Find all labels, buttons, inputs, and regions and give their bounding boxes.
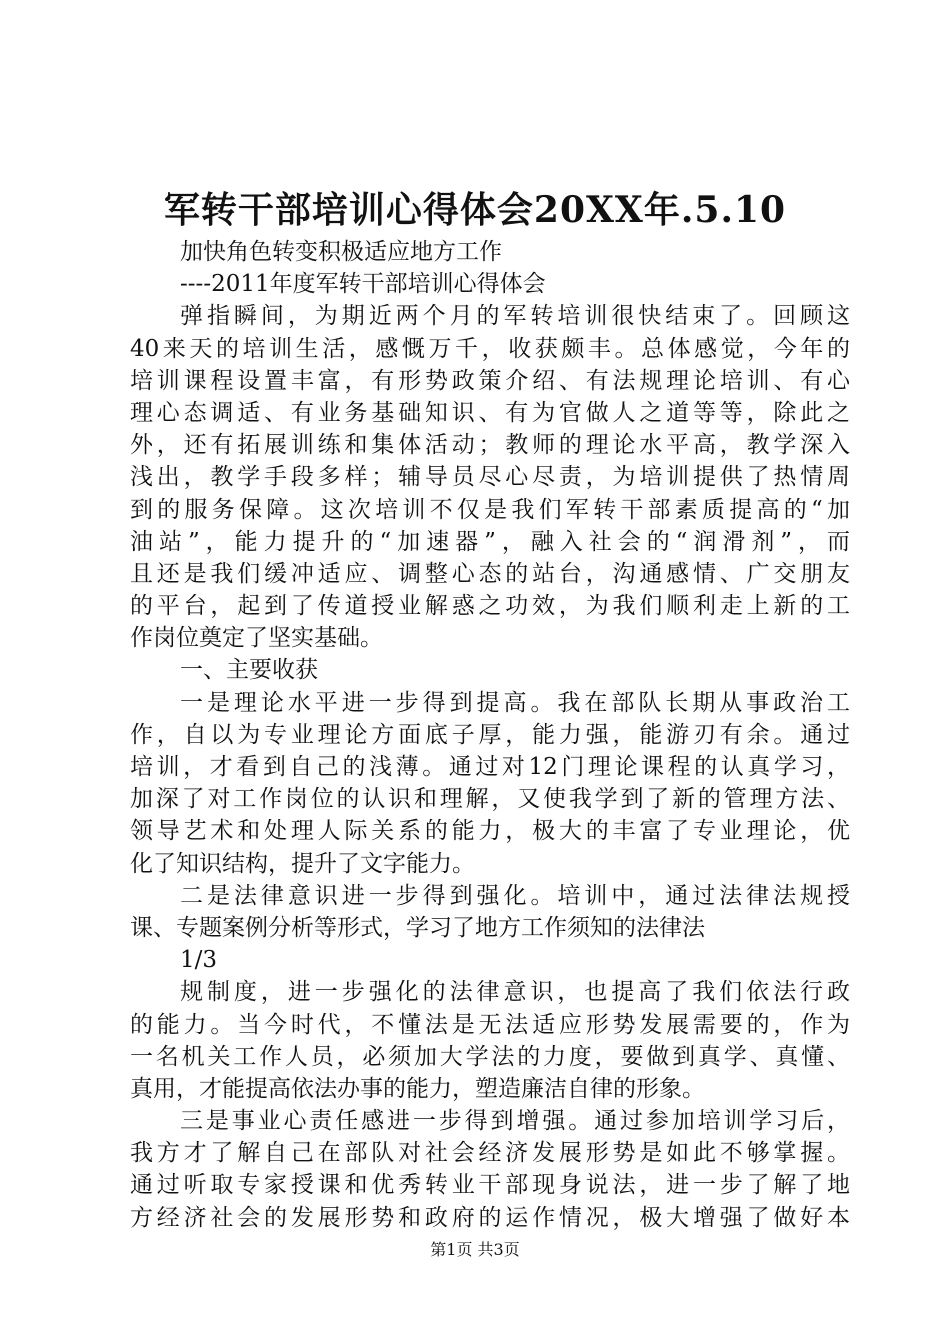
text-line: 的平台，起到了传道授业解惑之功效，为我们顺利走上新的工 [130, 593, 850, 620]
text-line: 通过听取专家授课和优秀转业干部现身说法，进一步了解了地 [130, 1172, 850, 1199]
text-line: 培训课程设置丰富，有形势政策介绍、有法规理论培训、有心 [130, 367, 850, 394]
text-line: 方经济社会的发展形势和政府的运作情况，极大增强了做好本 [130, 1204, 850, 1231]
text-line: 油站”，能力提升的“加速器”，融入社会的“润滑剂”，而 [130, 528, 850, 555]
text-line: 的能力。当今时代，不懂法是无法适应形势发展需要的，作为 [130, 1011, 850, 1038]
text-line: 化了知识结构，提升了文字能力。 [130, 850, 475, 877]
text-line: 加深了对工作岗位的认识和理解，又使我学到了新的管理方法、 [130, 786, 850, 813]
text-line: 课、专题案例分析等形式，学习了地方工作须知的法律法 [130, 914, 705, 941]
text-line: 浅出，教学手段多样；辅导员尽心尽责，为培训提供了热情周 [130, 464, 850, 491]
text-line: 培训，才看到自己的浅薄。通过对12门理论课程的认真学习， [130, 754, 850, 780]
text-line: 规制度，进一步强化的法律意识，也提高了我们依法行政 [180, 979, 850, 1006]
text-line: 作岗位奠定了坚实基础。 [130, 625, 383, 652]
text-line: 作，自以为专业理论方面底子厚，能力强，能游刃有余。通过 [130, 721, 850, 748]
text-line: 1/3 [180, 947, 218, 974]
text-line: 一是理论水平进一步得到提高。我在部队长期从事政治工 [180, 689, 850, 716]
text-line: 理心态调适、有业务基础知识、有为官做人之道等等，除此之 [130, 399, 850, 426]
text-line: 我方才了解自己在部队对社会经济发展形势是如此不够掌握。 [130, 1140, 850, 1167]
text-line: 40来天的培训生活，感慨万千，收获颇丰。总体感觉，今年的 [130, 335, 850, 362]
text-line: ----2011年度军转干部培训心得体会 [180, 271, 546, 298]
text-line: 到的服务保障。这次培训不仅是我们军转干部素质提高的“加 [130, 496, 850, 523]
text-line: 真用，才能提高依法办事的能力，塑造廉洁自律的形象。 [130, 1075, 705, 1102]
text-line: 外，还有拓展训练和集体活动；教师的理论水平高，教学深入 [130, 432, 850, 459]
text-line: 三是事业心责任感进一步得到增强。通过参加培训学习后， [180, 1108, 850, 1135]
page-footer: 第1页 共3页 [430, 1240, 520, 1259]
text-line: 加快角色转变积极适应地方工作 [180, 239, 502, 265]
text-line: 且还是我们缓冲适应、调整心态的站台，沟通感情、广交朋友 [130, 560, 850, 587]
text-line: 弹指瞬间，为期近两个月的军转培训很快结束了。回顾这 [180, 303, 850, 330]
text-line: 一、主要收获 [180, 657, 318, 684]
text-line: 二是法律意识进一步得到强化。培训中，通过法律法规授 [180, 882, 850, 909]
text-line: 一名机关工作人员，必须加大学法的力度，要做到真学、真懂、 [130, 1043, 850, 1070]
document-title: 军转干部培训心得体会20XX年.5.10 [163, 189, 787, 231]
text-line: 领导艺术和处理人际关系的能力，极大的丰富了专业理论，优 [130, 818, 850, 845]
document-body [130, 236, 850, 1234]
